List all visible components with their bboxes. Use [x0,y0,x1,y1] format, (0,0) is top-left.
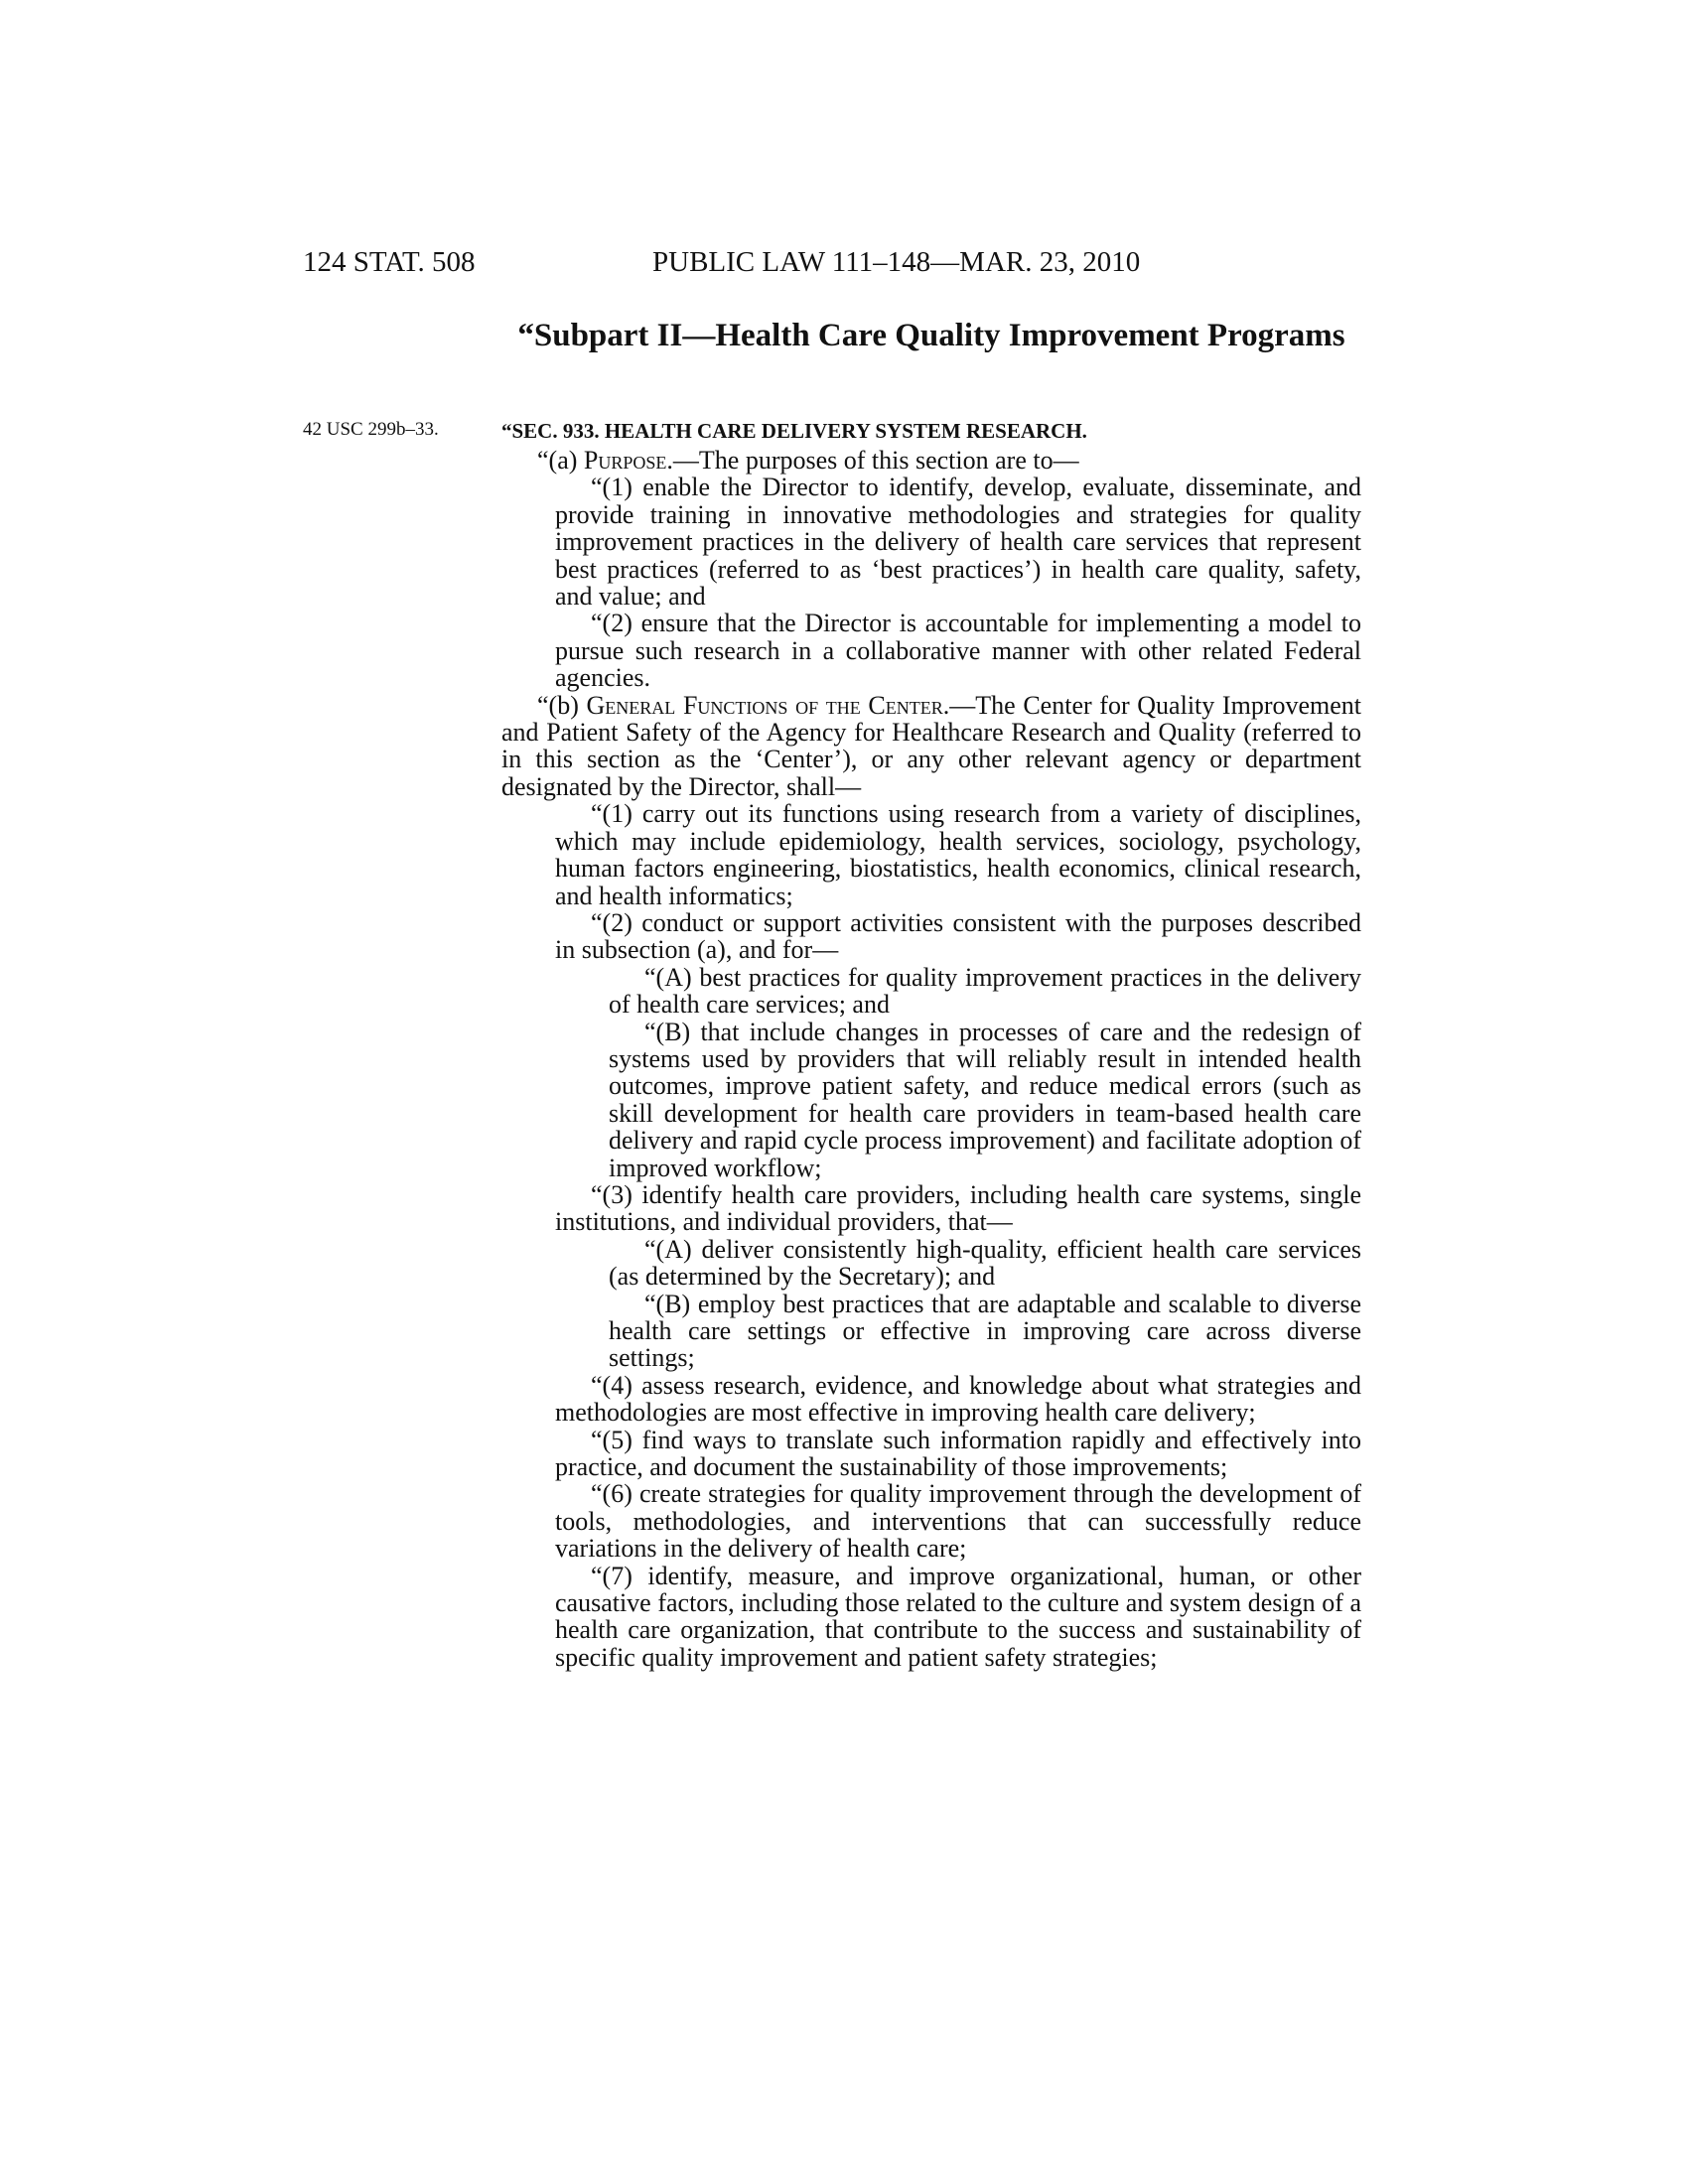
paragraph-b-2: “(2) conduct or support activities consistent with the purposes described in subsection (a), and for— [555,907,1361,965]
subpart-title: “Subpart II—Health Care Quality Improvement Programs [517,318,1345,353]
subparagraph-b-3-a: “(A) deliver consistently high-quality, efficient health care services (as determined by the Secretary); and [609,1234,1361,1292]
subparagraph-b-2-a: “(A) best practices for quality improvement practices in the delivery of health care services; and [609,962,1361,1020]
paragraph-b-7: “(7) identify, measure, and improve organizational, human, or other causative factors, including those related to the culture and system design of a health care organization, that contribute to the success and sustainability of specific quality improvement and patient safety strategies; [555,1561,1361,1672]
paragraph-a-1: “(1) enable the Director to identify, develop, evaluate, disseminate, and provide training in innovative methodologies and strategies for quality improvement practices in the delivery of health care services that represent best practices (referred to as ‘best practices’) in health care quality, safety, and value; and [555,473,1361,612]
stat-page-number: 124 STAT. 508 [303,246,476,278]
page-header [303,246,1213,286]
paragraph-b-4: “(4) assess research, evidence, and knowledge about what strategies and methodologies are most effective in improving health care delivery; [555,1370,1361,1428]
subparagraph-b-2-b: “(B) that include changes in processes of care and the redesign of systems used by providers that will reliably result in intended health outcomes, improve patient safety, and reduce medical errors (such as skill development for health care providers in team-based health care delivery and rapid cycle process improvement) and facilitate adoption of improved workflow; [609,1017,1361,1182]
subsection-a-purpose: “(a) Purpose.—The purposes of this section are to— [537,446,1079,475]
paragraph-a-2: “(2) ensure that the Director is accountable for implementing a model to pursue such research in a collaborative manner with other related Federal agencies. [555,609,1361,693]
paragraph-b-5: “(5) find ways to translate such information rapidly and effectively into practice, and document the sustainability of those improvements; [555,1425,1361,1482]
paragraph-b-6: “(6) create strategies for quality improvement through the development of tools, methodologies, and interventions that can successfully reduce variations in the delivery of health care; [555,1479,1361,1564]
subparagraph-b-3-b: “(B) employ best practices that are adaptable and scalable to diverse health care settings or effective in improving care across diverse settings; [609,1289,1361,1373]
statute-body [501,417,1361,1671]
paragraph-b-1: “(1) carry out its functions using research from a variety of disciplines, which may include epidemiology, health services, sociology, psychology, human factors engineering, biostatistics, health economics, clinical research, and health informatics; [555,799,1361,910]
subsection-caption: General Functions of the Center. [586,690,950,720]
paragraph-b-3: “(3) identify health care providers, including health care systems, single institutions, and individual providers, that— [555,1179,1361,1237]
public-law-title: PUBLIC LAW 111–148—MAR. 23, 2010 [652,246,1141,278]
section-heading: “SEC. 933. HEALTH CARE DELIVERY SYSTEM RESEARCH. [501,419,1087,443]
usc-margin-citation: 42 USC 299b–33. [303,419,439,440]
subsection-b-general-functions: “(b) General Functions of the Center.—The Center for Quality Improvement and Patient Safety of the Agency for Healthcare Research and Quality (referred to in this section as the ‘Center’), or any other relevant agency or department designated by the Director, shall— [501,690,1361,801]
subsection-caption: Purpose. [583,446,673,475]
